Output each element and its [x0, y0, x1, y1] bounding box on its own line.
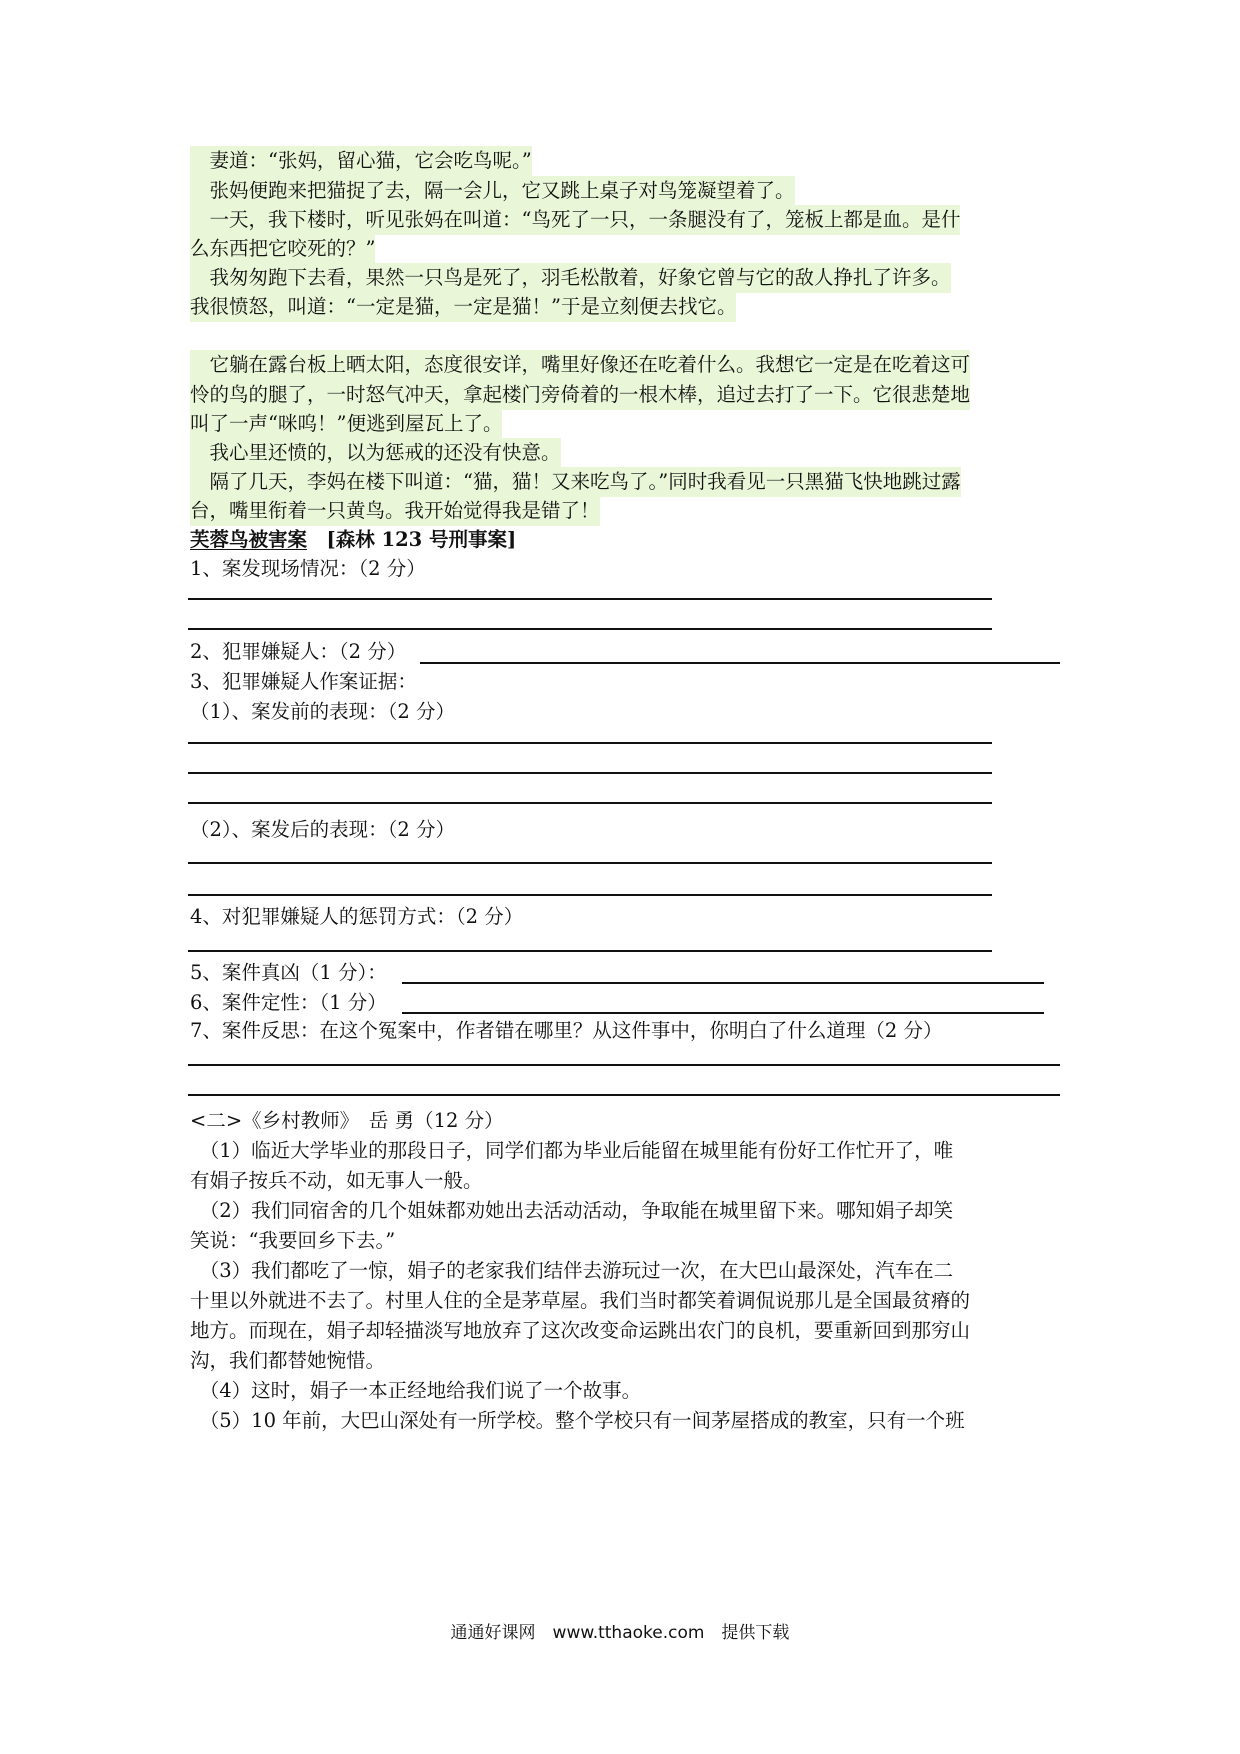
story-line: 隔了几天，李妈在楼下叫道：“猫，猫！又来吃鸟了。”同时我看见一只黑猫飞快地跳过露	[190, 467, 961, 497]
answer-line-3-2b[interactable]	[188, 894, 992, 896]
passage-line: （3）我们都吃了一惊，娟子的老家我们结伴去游玩过一次，在大巴山最深处，汽车在二	[190, 1259, 954, 1282]
question-6: 6、案件定性：（1 分）	[190, 991, 387, 1014]
question-3: 3、犯罪嫌疑人作案证据：	[190, 670, 417, 693]
question-2: 2、犯罪嫌疑人：（2 分）	[190, 640, 407, 663]
story-line: 一天，我下楼时，听见张妈在叫道：“鸟死了一只，一条腿没有了，笼板上都是血。是什	[190, 205, 960, 235]
answer-line-3-1b[interactable]	[188, 772, 992, 774]
story-line: 怜的鸟的腿了，一时怒气冲天，拿起楼门旁倚着的一根木棒，追过去打了一下。它很悲楚地	[190, 380, 970, 410]
story-line: 我很愤怒，叫道：“一定是猫，一定是猫！”于是立刻便去找它。	[190, 292, 736, 322]
answer-line-3-2a[interactable]	[188, 862, 992, 864]
passage-2-heading: <二>《乡村教师》 岳 勇（12 分）	[190, 1109, 504, 1132]
question-4: 4、对犯罪嫌疑人的惩罚方式：（2 分）	[190, 905, 524, 928]
case-title: 芙蓉鸟被害案	[190, 528, 308, 551]
answer-line-2[interactable]	[420, 662, 1060, 664]
passage-line: 有娟子按兵不动，如无事人一般。	[190, 1169, 483, 1192]
question-5: 5、案件真凶（1 分）：	[190, 961, 387, 984]
question-7: 7、案件反思：在这个冤案中，作者错在哪里？从这件事中，你明白了什么道理（2 分）	[190, 1019, 943, 1042]
answer-line-6[interactable]	[402, 1012, 1044, 1014]
question-3-2: （2）、案发后的表现：（2 分）	[190, 818, 456, 841]
story-line: 叫了一声“咪呜！”便逃到屋瓦上了。	[190, 409, 502, 439]
story-line: 它躺在露台板上晒太阳，态度很安详，嘴里好像还在吃着什么。我想它一定是在吃着这可	[190, 350, 970, 380]
passage-line: （1）临近大学毕业的那段日子，同学们都为毕业后能留在城里能有份好工作忙开了，唯	[190, 1139, 954, 1162]
story-line: 我匆匆跑下去看，果然一只鸟是死了，羽毛松散着，好象它曾与它的敌人挣扎了许多。	[190, 263, 951, 293]
question-3-1: （1）、案发前的表现：（2 分）	[190, 700, 456, 723]
story-line: 张妈便跑来把猫捉了去，隔一会儿，它又跳上桌子对鸟笼凝望着了。	[190, 176, 795, 206]
answer-line-5[interactable]	[402, 982, 1044, 984]
answer-line-7a[interactable]	[188, 1064, 1060, 1066]
answer-line-3-1a[interactable]	[188, 742, 992, 744]
story-line: 我心里还愤的，以为惩戒的还没有快意。	[190, 438, 561, 468]
answer-line-3-1c[interactable]	[188, 802, 992, 804]
question-1: 1、案发现场情况：（2 分）	[190, 557, 426, 580]
passage-line: 笑说：“我要回乡下去。”	[190, 1229, 396, 1252]
story-line: 妻道：“张妈，留心猫，它会吃鸟呢。”	[190, 146, 532, 176]
answer-line-7b[interactable]	[188, 1094, 1060, 1096]
page-footer: 通通好课网 www.tthaoke.com 提供下载	[450, 1623, 790, 1643]
passage-line: （2）我们同宿舍的几个姐妹都劝她出去活动活动，争取能在城里留下来。哪知娟子却笑	[190, 1199, 954, 1222]
passage-line: 沟，我们都替她惋惜。	[190, 1349, 386, 1372]
answer-line-4[interactable]	[188, 950, 992, 952]
passage-line: （4）这时，娟子一本正经地给我们说了一个故事。	[190, 1379, 642, 1402]
story-line: 么东西把它咬死的？”	[190, 234, 375, 264]
story-line: 台，嘴里衔着一只黄鸟。我开始觉得我是错了！	[190, 496, 600, 526]
passage-line: 十里以外就进不去了。村里人住的全是茅草屋。我们当时都笑着调侃说那儿是全国最贫瘠的	[190, 1289, 971, 1312]
answer-line-1b[interactable]	[188, 628, 992, 630]
case-title-line	[190, 525, 516, 555]
answer-line-1a[interactable]	[188, 598, 992, 600]
passage-line: 地方。而现在，娟子却轻描淡写地放弃了这次改变命运跳出农门的良机，要重新回到那穷山	[190, 1319, 971, 1342]
case-subtitle: [森林 123 号刑事案]	[326, 528, 517, 551]
passage-line: （5）10 年前，大巴山深处有一所学校。整个学校只有一间茅屋搭成的教室，只有一个班	[190, 1409, 965, 1432]
